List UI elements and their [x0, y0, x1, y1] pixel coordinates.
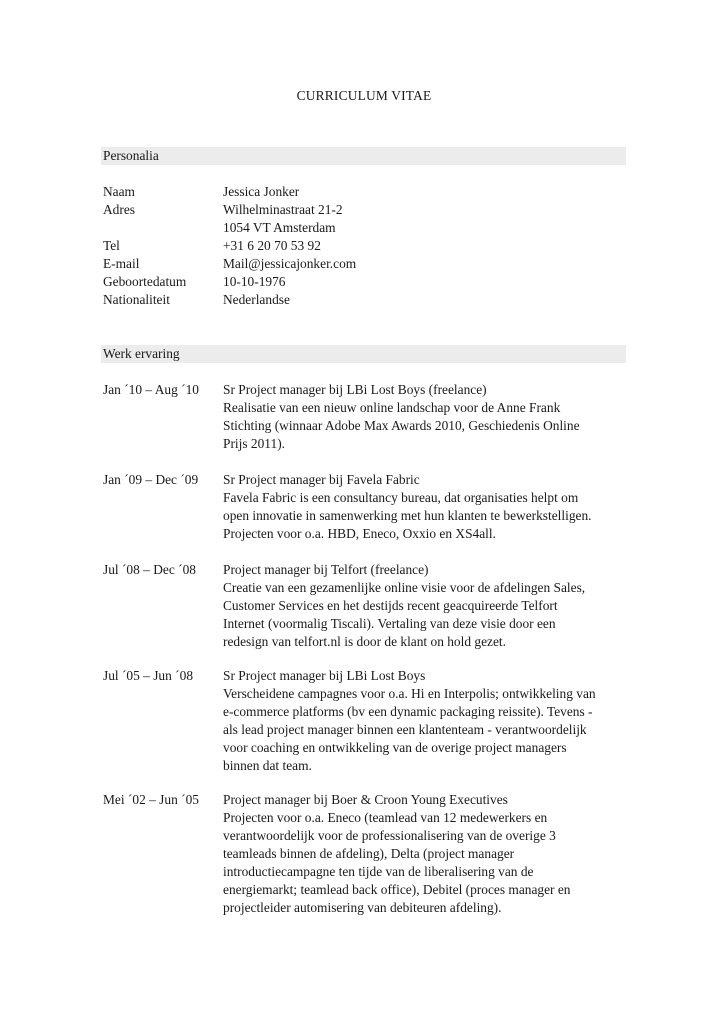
section-title-personalia: Personalia: [103, 148, 159, 163]
entry-line: Internet (voormalig Tiscali). Vertaling van deze visie door een: [223, 616, 556, 631]
section-title-werk-ervaring: Werk ervaring: [103, 346, 180, 361]
entry-description: [223, 471, 623, 543]
entry-line: projectleider automisering van debiteuren afdeling).: [223, 900, 502, 915]
entry-line: energiemarkt; teamlead back office), Debitel (proces manager en: [223, 882, 571, 897]
entry-description: [223, 381, 623, 453]
entry-description: [223, 667, 623, 775]
entry-line: teamleads binnen de afdeling), Delta (project manager: [223, 846, 515, 861]
section-header-werk-ervaring: [101, 345, 626, 363]
field-label: Adres: [103, 202, 135, 217]
value-line: Mail@jessicajonker.com: [223, 256, 357, 271]
entry-line: Projecten voor o.a. Eneco (teamlead van 12 medewerkers en: [223, 810, 548, 825]
entry-period: Jul ´05 – Jun ´08: [103, 668, 194, 683]
value-line: 10-10-1976: [223, 274, 286, 289]
entry-line: Prijs 2011).: [223, 436, 285, 451]
entry-period: Mei ´02 – Jun ´05: [103, 792, 199, 807]
field-label: Geboortedatum: [103, 274, 187, 289]
document-title: CURRICULUM VITAE: [296, 88, 432, 103]
field-value: [223, 291, 623, 309]
entry-line: Project manager bij Boer & Croon Young Executives: [223, 792, 508, 807]
entry-line: Creatie van een gezamenlijke online visie voor de afdelingen Sales,: [223, 580, 586, 595]
entry-period: Jan ´09 – Dec ´09: [103, 472, 199, 487]
entry-line: als lead project manager binnen een klantenteam - verantwoordelijk: [223, 722, 587, 737]
entry-line: Sr Project manager bij Favela Fabric: [223, 472, 420, 487]
field-label: Nationaliteit: [103, 292, 170, 307]
entry-line: Favela Fabric is een consultancy bureau, dat organisaties helpt om: [223, 490, 579, 505]
field-value: [223, 273, 623, 291]
value-line: Nederlandse: [223, 292, 290, 307]
entry-line: e-commerce platforms (bv een dynamic packaging reissite). Tevens -: [223, 704, 593, 719]
entry-line: redesign van telfort.nl is door de klant on hold gezet.: [223, 634, 506, 649]
value-line: 1054 VT Amsterdam: [223, 220, 336, 235]
entry-line: Sr Project manager bij LBi Lost Boys (freelance): [223, 382, 487, 397]
entry-line: Customer Services en het destijds recent geacquireerde Telfort: [223, 598, 558, 613]
field-value: [223, 255, 623, 273]
section-header-personalia: [101, 147, 626, 165]
entry-description: [223, 791, 623, 917]
entry-line: introductiecampagne ten tijde van de liberalisering van de: [223, 864, 534, 879]
entry-line: Verscheidene campagnes voor o.a. Hi en Interpolis; ontwikkeling van: [223, 686, 596, 701]
field-label: E-mail: [103, 256, 140, 271]
field-label: Tel: [103, 238, 120, 253]
value-line: +31 6 20 70 53 92: [223, 238, 321, 253]
entry-line: voor coaching en ontwikkeling van de overige project managers: [223, 740, 567, 755]
entry-period: Jul ´08 – Dec ´08: [103, 562, 196, 577]
entry-line: verantwoordelijk voor de professionalisering van de overige 3: [223, 828, 556, 843]
field-value: [223, 201, 623, 237]
entry-line: binnen dat team.: [223, 758, 312, 773]
entry-line: Project manager bij Telfort (freelance): [223, 562, 429, 577]
entry-line: Stichting (winnaar Adobe Max Awards 2010, Geschiedenis Online: [223, 418, 580, 433]
entry-line: open innovatie in samenwerking met hun klanten te bewerkstelligen.: [223, 508, 592, 523]
field-value: [223, 183, 623, 201]
value-line: Jessica Jonker: [223, 184, 300, 199]
entry-line: Projecten voor o.a. HBD, Eneco, Oxxio en XS4all.: [223, 526, 496, 541]
entry-description: [223, 561, 623, 651]
entry-line: Realisatie van een nieuw online landschap voor de Anne Frank: [223, 400, 561, 415]
field-value: [223, 237, 623, 255]
field-label: Naam: [103, 184, 135, 199]
entry-line: Sr Project manager bij LBi Lost Boys: [223, 668, 426, 683]
entry-period: Jan ´10 – Aug ´10: [103, 382, 199, 397]
value-line: Wilhelminastraat 21-2: [223, 202, 343, 217]
